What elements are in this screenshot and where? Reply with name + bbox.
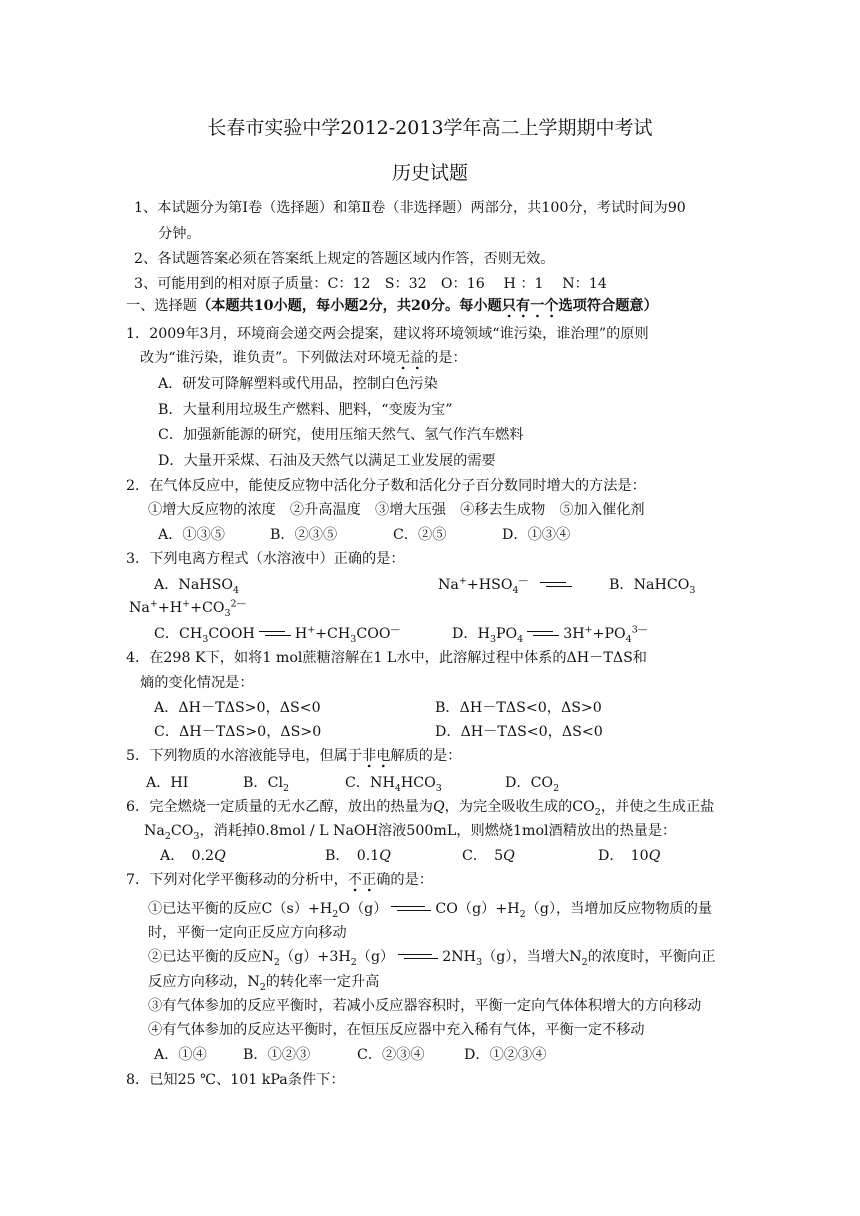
q7-stem: [126, 870, 433, 890]
q3-option-a-products: [438, 575, 528, 595]
note-1-cont: 分钟。: [158, 226, 201, 242]
q1-stem-line2: [140, 348, 467, 368]
q6-b: B． 0.1: [325, 848, 380, 864]
q3-option-b-label: [609, 575, 695, 595]
q7-i2sub: 2: [273, 956, 280, 968]
q7-stem-a: 7．下列对化学平衡移动的分析中，: [126, 872, 348, 888]
q1-option-c: C．加强新能源的研究，使用压缩天然气、氢气作汽车燃料: [158, 427, 524, 443]
q7-option-b: B．①②③: [243, 1047, 311, 1063]
q6-a: A． 0.2: [160, 848, 215, 864]
q6-s2a: Na: [144, 823, 165, 839]
q5-option-d: [505, 773, 559, 793]
q3-c-p3-sup: —: [390, 624, 400, 636]
q5-b-text: B．Cl: [243, 775, 284, 791]
q3-c-p1: H: [294, 626, 308, 642]
q3-option-c: [154, 624, 400, 644]
q7-i1sub2: 2: [519, 908, 526, 920]
q3-c-p3: COO: [356, 626, 391, 642]
q7-stem-b: 确的是：: [376, 872, 433, 888]
q2-option-b: B．②③⑤: [270, 527, 338, 543]
q6-s2sub2: 3: [193, 830, 200, 842]
q1-stem-text: 改为“谁污染，谁负责”。下列做法对环境: [140, 350, 396, 366]
q3-c-2: COOH: [208, 626, 255, 642]
q6-option-a: [160, 846, 226, 866]
q3-c-p2: +CH: [315, 626, 351, 642]
q5-stem-emphasis: 非电: [362, 748, 390, 768]
q6-stem-line1: [126, 797, 714, 817]
q3-b-p1: Na: [129, 600, 150, 616]
q7-i2c: （g）: [356, 949, 395, 965]
q6-c: C． 5: [462, 848, 504, 864]
q3-d-p2-sub: 4: [625, 633, 632, 645]
q3-option-a-label: [154, 575, 239, 595]
q7-i2f: 的浓度时，平衡向正: [587, 949, 716, 965]
q7-i2sub2: 2: [350, 956, 357, 968]
q7-i2sub3: 3: [476, 956, 483, 968]
q1-option-b: B．大量利用垃圾生产燃料、肥料，“变废为宝”: [158, 402, 453, 418]
q7-item-2-cont: [148, 972, 379, 992]
q7-stem-emphasis: 不正: [348, 872, 376, 892]
q7-i1sub: 2: [332, 908, 339, 920]
q2-option-a: A．①③⑤: [158, 527, 225, 543]
q5-d-sub: 2: [553, 782, 560, 794]
q1-option-d: D．大量开采煤、石油及天然气以满足工业发展的需要: [158, 453, 496, 469]
equilibrium-arrow-icon: [540, 580, 572, 590]
q3-b-p3-sub: 3: [224, 607, 231, 619]
q7-i2sub5: 2: [259, 981, 266, 993]
q7-i1d: （g），当增加反应物物质的量: [525, 901, 713, 917]
q6-c-q: Q: [503, 848, 515, 864]
q4-option-b: B．ΔH－TΔS<0，ΔS>0: [435, 700, 602, 716]
q3-d-p2: +PO: [592, 626, 626, 642]
q4-option-a: A．ΔH－TΔS>0，ΔS<0: [154, 700, 321, 716]
q5-c-text: C．NH: [345, 775, 395, 791]
q3-d-2-sub: 4: [517, 633, 524, 645]
q3-d-p1-sup: +: [584, 624, 593, 636]
q3-d-p1: 3H: [563, 626, 585, 642]
q5-option-b: [243, 773, 289, 793]
q3-stem: 3．下列电离方程式（水溶液中）正确的是：: [126, 551, 405, 567]
q6-s2sub: 2: [164, 830, 171, 842]
q3-b-p1-sup: +: [149, 598, 158, 610]
q7-i2b: （g）+3H: [279, 949, 351, 965]
q7-i1b: O（g）: [338, 901, 388, 917]
q5-option-c: [345, 773, 442, 793]
q7-item-4: ④有气体参加的反应达平衡时，在恒压反应器中充入稀有气体，平衡一定不移动: [148, 1022, 645, 1038]
q7-option-a: A．①④: [154, 1047, 207, 1063]
q6-s2c: ，消耗掉0.8mol / L NaOH溶液500mL，则燃烧1mol酒精放出的热量是：: [199, 823, 677, 839]
equilibrium-arrow-icon: [527, 629, 559, 639]
q6-a-q: Q: [214, 848, 226, 864]
q6-b-q: Q: [379, 848, 391, 864]
q7-i2h: 的转化率一定升高: [265, 974, 380, 990]
q6-s1q: Q: [432, 799, 445, 815]
section-note-b: 选项符合题意）: [558, 298, 658, 314]
q7-option-c: C．②③④: [357, 1047, 425, 1063]
q3-b-p3: +CO: [190, 600, 225, 616]
q6-stem-line2: [144, 821, 676, 841]
equilibrium-arrow-icon: [398, 952, 438, 962]
q6-s1sub: 2: [594, 806, 601, 818]
q1-option-a: A．研发可降解塑料或代用品，控制白色污染: [158, 376, 438, 392]
q6-s1a: 6．完全燃烧一定质量的无水乙醇，放出的热量为: [126, 799, 433, 815]
q3-b-p2: +H: [157, 600, 183, 616]
q3-a-formula: A．NaHSO: [154, 577, 234, 593]
q4-stem-line2: 熵的变化情况是：: [140, 675, 254, 691]
q7-i2sub4: 2: [581, 956, 588, 968]
q6-option-b: [325, 846, 391, 866]
note-3: 3、可能用到的相对原子质量：C：12 S：32 O：16 H ：1 N：14: [134, 276, 607, 292]
equilibrium-arrow-icon: [259, 629, 291, 639]
section-title: 一、选择题: [126, 298, 197, 314]
q4-stem-line1: 4．在298 K下，如将1 mol蔗糖溶解在1 L水中，此溶解过程中体系的ΔH－TΔS和: [126, 650, 647, 666]
q6-option-c: [462, 846, 515, 866]
note-2: 2、各试题答案必须在答案纸上规定的答题区域内作答，否则无效。: [134, 251, 555, 267]
q3-d-p2-sup: 3—: [631, 624, 648, 636]
q3-d-1: D．H: [452, 626, 490, 642]
q6-option-d: [598, 846, 660, 866]
section-note-emphasis: 只有一个: [502, 298, 559, 318]
q4-option-d: D．ΔH－TΔS<0，ΔS<0: [435, 724, 603, 740]
q7-item-1: [148, 899, 712, 919]
q3-b-formula: B．NaHCO: [609, 577, 690, 593]
q5-c-sub2: 3: [435, 782, 442, 794]
q7-item-1-cont: 时，平衡一定向正反应方向移动: [148, 925, 347, 941]
q7-i2e: （g），当增大N: [482, 949, 582, 965]
q3-b-p3-sup: 2—: [230, 598, 247, 610]
q6-d-q: Q: [648, 848, 661, 864]
q5-option-a: A．HI: [146, 775, 189, 791]
q2-stem: 2．在气体反应中，能使反应物中活化分子数和活化分子百分数同时增大的方法是：: [126, 478, 646, 494]
note-1: 1、本试题分为第Ⅰ卷（选择题）和第Ⅱ卷（非选择题）两部分，共100分，考试时间为90: [134, 200, 686, 216]
q3-a-sub: 4: [233, 584, 240, 596]
q7-i2d: 2NH: [442, 949, 477, 965]
q3-option-a-arrow: [536, 575, 576, 595]
q3-option-b-products: [129, 598, 246, 618]
page-title: 长春市实验中学2012-2013学年高二上学期期中考试: [207, 117, 653, 139]
q6-s1c: ，并使之生成正盐: [600, 799, 715, 815]
page-subtitle: 历史试题: [391, 162, 468, 184]
q3-a-p2-sup: —: [518, 575, 529, 587]
q3-c-1-sub: 3: [202, 633, 209, 645]
q1-stem-emphasis: 无益: [396, 350, 424, 370]
q5-stem-a: 5．下列物质的水溶液能导电，但属于: [126, 748, 363, 764]
q3-c-p1-sup: +: [307, 624, 316, 636]
q3-d-2: PO: [495, 626, 518, 642]
q5-c-sub: 4: [394, 782, 401, 794]
q3-a-p2: +HSO: [466, 577, 513, 593]
q5-c-text2: HCO: [400, 775, 436, 791]
q7-item-3: ③有气体参加的反应平衡时，若减小反应器容积时，平衡一定向气体体积增大的方向移动: [148, 998, 702, 1014]
equilibrium-arrow-icon: [391, 904, 431, 914]
q8-stem: 8．已知25 ℃、101 kPa条件下：: [126, 1072, 345, 1088]
q4-option-c: C．ΔH－TΔS>0，ΔS>0: [154, 724, 322, 740]
section-heading: [126, 296, 658, 316]
q3-a-p1-sup: +: [458, 575, 467, 587]
q6-d: D． 10: [598, 848, 649, 864]
q6-s2b: CO: [170, 823, 194, 839]
section-note-a: （本题共10小题，每小题2分，共20分。每小题: [196, 298, 502, 314]
q7-i2a: ②已达平衡的反应N: [148, 949, 274, 965]
q3-c-p2-sub: 3: [350, 633, 357, 645]
q2-option-c: C．②⑤: [393, 527, 447, 543]
q7-i1a: ①已达平衡的反应C（s）+H: [148, 901, 333, 917]
q2-option-d: D．①③④: [502, 527, 571, 543]
q5-d-text: D．CO: [505, 775, 554, 791]
q3-b-sub: 3: [689, 584, 696, 596]
q3-option-d: [452, 624, 647, 644]
q5-b-sub: 2: [283, 782, 290, 794]
q7-i2g: 反应方向移动，N: [148, 974, 260, 990]
q7-option-d: D．①②③④: [464, 1047, 547, 1063]
q1-stem-line1: 1．2009年3月，环境商会递交两会提案，建议将环境领域“谁污染，谁治理”的原则: [126, 326, 649, 342]
q3-d-1-sub: 3: [489, 633, 496, 645]
q2-items: ①增大反应物的浓度 ②升高温度 ③增大压强 ④移去生成物 ⑤加入催化剂: [148, 502, 645, 518]
q5-stem: [126, 746, 461, 766]
q3-b-p2-sup: +: [182, 598, 191, 610]
q7-item-2: [148, 947, 715, 967]
q1-stem-end: 的是：: [424, 350, 467, 366]
q3-a-p1: Na: [438, 577, 459, 593]
q7-i1c: CO（g）+H: [435, 901, 520, 917]
q3-c-1: C．CH: [154, 626, 203, 642]
q6-s1b: ，为完全吸收生成的CO: [444, 799, 595, 815]
q5-stem-b: 解质的是：: [390, 748, 462, 764]
q3-a-p2-sub: 4: [512, 584, 519, 596]
